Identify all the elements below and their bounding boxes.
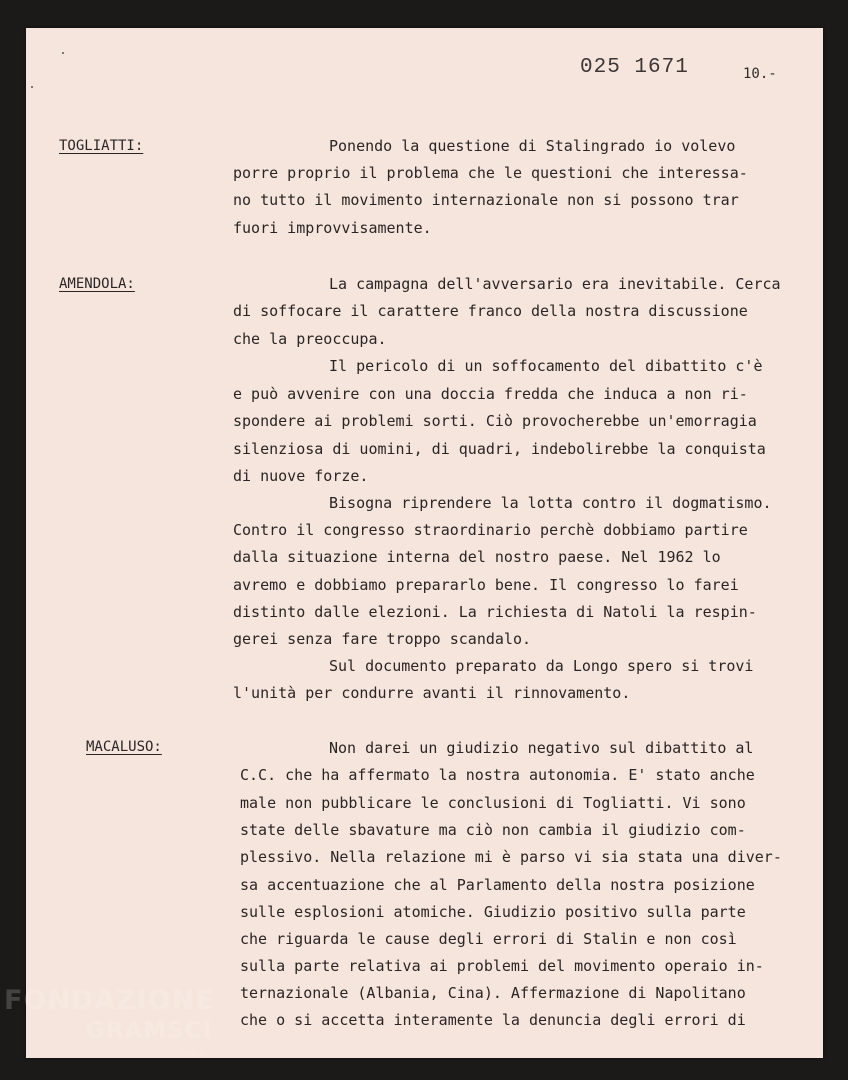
paper-speck bbox=[62, 52, 64, 54]
speaker-label-togliatti: TOGLIATTI: bbox=[59, 138, 144, 154]
text-line: spondere ai problemi sorti. Ciò provocherebbe un'emorragia bbox=[233, 412, 757, 430]
text-line: state delle sbavature ma ciò non cambia il giudizio com- bbox=[240, 821, 746, 839]
text-line: porre proprio il problema che le questioni che interessa- bbox=[233, 164, 748, 182]
speaker-label-macaluso: MACALUSO: bbox=[86, 739, 162, 755]
text-line: l'unità per condurre avanti il rinnovamento. bbox=[233, 684, 631, 702]
text-line: che riguarda le cause degli errori di Stalin e non così bbox=[240, 930, 737, 948]
text-line: Il pericolo di un soffocamento del dibattito c'è bbox=[329, 357, 763, 375]
text-line: C.C. che ha affermato la nostra autonomia. E' stato anche bbox=[240, 766, 755, 784]
text-line: ternazionale (Albania, Cina). Affermazione di Napolitano bbox=[240, 984, 746, 1002]
page-number: 10.- bbox=[743, 66, 777, 82]
speaker-label-amendola: AMENDOLA: bbox=[59, 276, 135, 292]
text-line: che la preoccupa. bbox=[233, 330, 387, 348]
text-line: dalla situazione interna del nostro paese. Nel 1962 lo bbox=[233, 548, 721, 566]
text-line: sa accentuazione che al Parlamento della nostra posizione bbox=[240, 876, 755, 894]
text-line: Sul documento preparato da Longo spero si trovi bbox=[329, 657, 754, 675]
text-line: distinto dalle elezioni. La richiesta di Natoli la respin- bbox=[233, 603, 757, 621]
text-line: no tutto il movimento internazionale non si possono trar bbox=[233, 191, 739, 209]
paper-speck bbox=[31, 86, 33, 88]
text-line: sulle esplosioni atomiche. Giudizio positivo sulla parte bbox=[240, 903, 746, 921]
text-line: silenziosa di uomini, di quadri, indebolirebbe la conquista bbox=[233, 440, 766, 458]
text-line: plessivo. Nella relazione mi è parso vi sia stata una diver- bbox=[240, 848, 782, 866]
text-line: di soffocare il carattere franco della nostra discussione bbox=[233, 302, 748, 320]
text-line: Bisogna riprendere la lotta contro il dogmatismo. bbox=[329, 494, 772, 512]
text-line: che o si accetta interamente la denuncia degli errori di bbox=[240, 1011, 746, 1029]
text-line: e può avvenire con una doccia fredda che induca a non ri- bbox=[233, 385, 748, 403]
text-line: di nuove forze. bbox=[233, 467, 369, 485]
text-line: Ponendo la questione di Stalingrado io volevo bbox=[329, 137, 736, 155]
text-line: sulla parte relativa ai problemi del movimento operaio in- bbox=[240, 957, 764, 975]
archive-stamp-number: 025 1671 bbox=[580, 56, 689, 79]
text-line: male non pubblicare le conclusioni di Togliatti. Vi sono bbox=[240, 794, 746, 812]
text-line: Non darei un giudizio negativo sul dibattito al bbox=[329, 739, 754, 757]
text-line: Contro il congresso straordinario perchè dobbiamo partire bbox=[233, 521, 748, 539]
text-line: avremo e dobbiamo prepararlo bene. Il congresso lo farei bbox=[233, 576, 739, 594]
text-line: gerei senza fare troppo scandalo. bbox=[233, 630, 532, 648]
text-line: fuori improvvisamente. bbox=[233, 219, 432, 237]
text-line: La campagna dell'avversario era inevitabile. Cerca bbox=[329, 275, 781, 293]
